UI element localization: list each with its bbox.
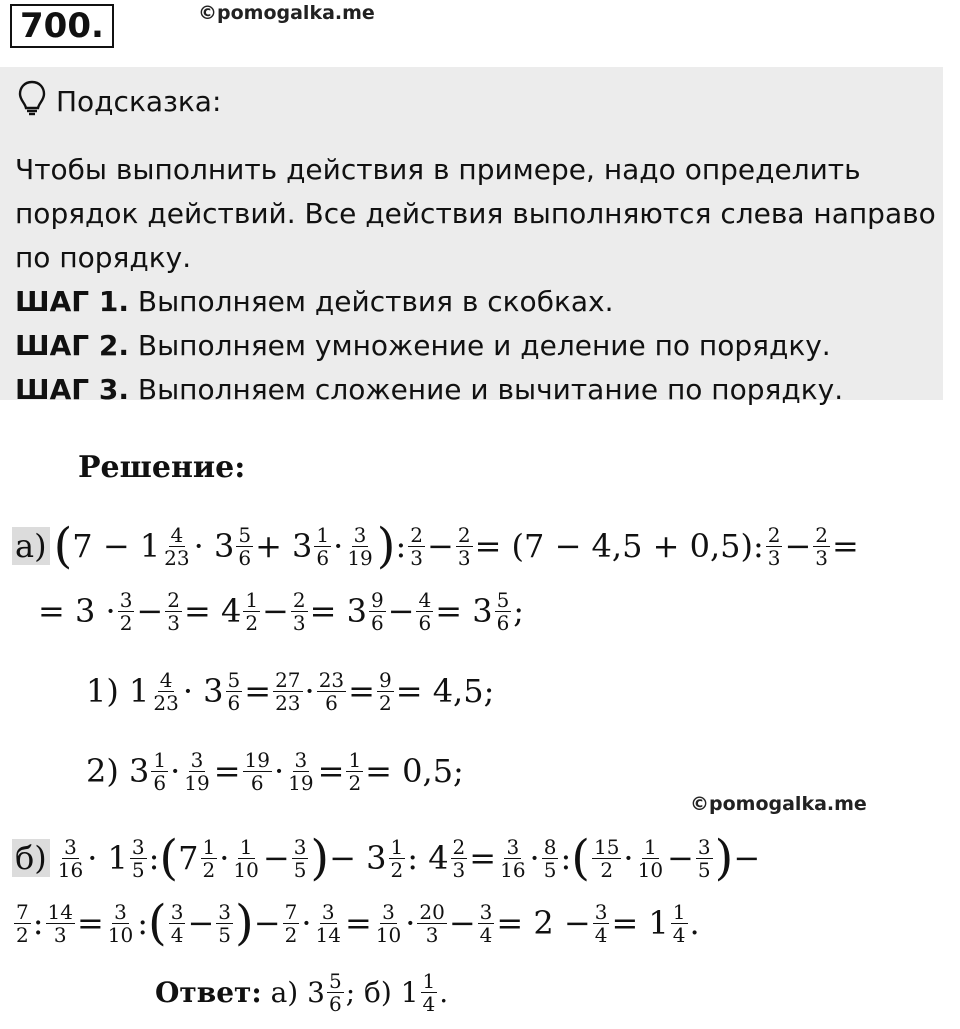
part-a-line-1: а) ( 7 − 1 $\frac{4}{23}$ · 3 $\frac{5}{6}$ + 3 $\frac{1}{6}$ · $\frac{3}{19}$ ) : $\frac{2}{3}$ − $\frac{2}{3}$ = (7 − 4,5 + 0,5): $\frac{2}{3}$ − $\frac{2}{3}$ = — [12, 515, 859, 577]
part-b-label: б) — [12, 839, 50, 877]
hint-text — [15, 148, 940, 412]
part-b-line-2: $\frac{7}{2}$ : $\frac{14}{3}$ = $\frac{3}{10}$ : ( $\frac{3}{4}$ − $\frac{3}{5}$ ) − $\frac{7}{2}$ · $\frac{3}{14}$ = $\frac{3}{10}$ · $\frac{20}{3}$ − $\frac{3}{4}$ = 2 − $\frac{3}{4}$ = 1 $\frac{1}{4}$ . — [16, 895, 700, 951]
watermark-middle: ©pomogalka.me — [690, 793, 867, 815]
part-a-line-2: = 3 · $\frac{3}{2}$ − $\frac{2}{3}$ = 4 $\frac{1}{2}$ − $\frac{2}{3}$ = 3 $\frac{9}{6}$ − $\frac{4}{6}$ = 3 $\frac{5}{6}$ ; — [38, 587, 525, 635]
hint-title — [18, 80, 221, 123]
hint-step-2: ШАГ 2. Выполняем умножение и деление по порядку. — [15, 329, 831, 362]
part-a-label: а) — [12, 527, 50, 565]
answer: Ответ: а) 3 $\frac{5}{6}$ ; б) 1 $\frac{1}{4}$ . — [155, 969, 449, 1016]
hint-paragraph: Чтобы выполнить действия в примере, надо определить порядок действий. Все действия выполняются слева направо по порядку. — [15, 153, 936, 274]
hint-step-1: ШАГ 1. Выполняем действия в скобках. — [15, 285, 614, 318]
part-b-line-1: б) $\frac{3}{16}$ · 1 $\frac{3}{5}$ : ( 7 $\frac{1}{2}$ · $\frac{1}{10}$ − $\frac{3}{5}$ ) − 3 $\frac{1}{2}$ : 4 $\frac{2}{3}$ = $\frac{3}{16}$ · $\frac{8}{5}$ : ( $\frac{15}{2}$ · $\frac{1}{10}$ − $\frac{3}{5}$ ) − — [12, 827, 760, 889]
solution-heading: Решение: — [78, 450, 246, 485]
answer-label: Ответ: — [155, 976, 262, 1009]
part-a-step-1: 1) 1 $\frac{4}{23}$ · 3 $\frac{5}{6}$ = $\frac{27}{23}$ · $\frac{23}{6}$ = $\frac{9}{2}$ = 4,5; — [86, 667, 495, 715]
lightbulb-icon — [18, 80, 46, 123]
problem-number: 700. — [10, 4, 114, 48]
watermark-top: ©pomogalka.me — [198, 2, 375, 24]
hint-step-3: ШАГ 3. Выполняем сложение и вычитание по порядку. — [15, 373, 844, 406]
part-a-step-2: 2) 3 $\frac{1}{6}$ · $\frac{3}{19}$ = $\frac{19}{6}$ · $\frac{3}{19}$ = $\frac{1}{2}$ = 0,5; — [86, 747, 464, 795]
hint-title-text: Подсказка: — [56, 85, 222, 118]
